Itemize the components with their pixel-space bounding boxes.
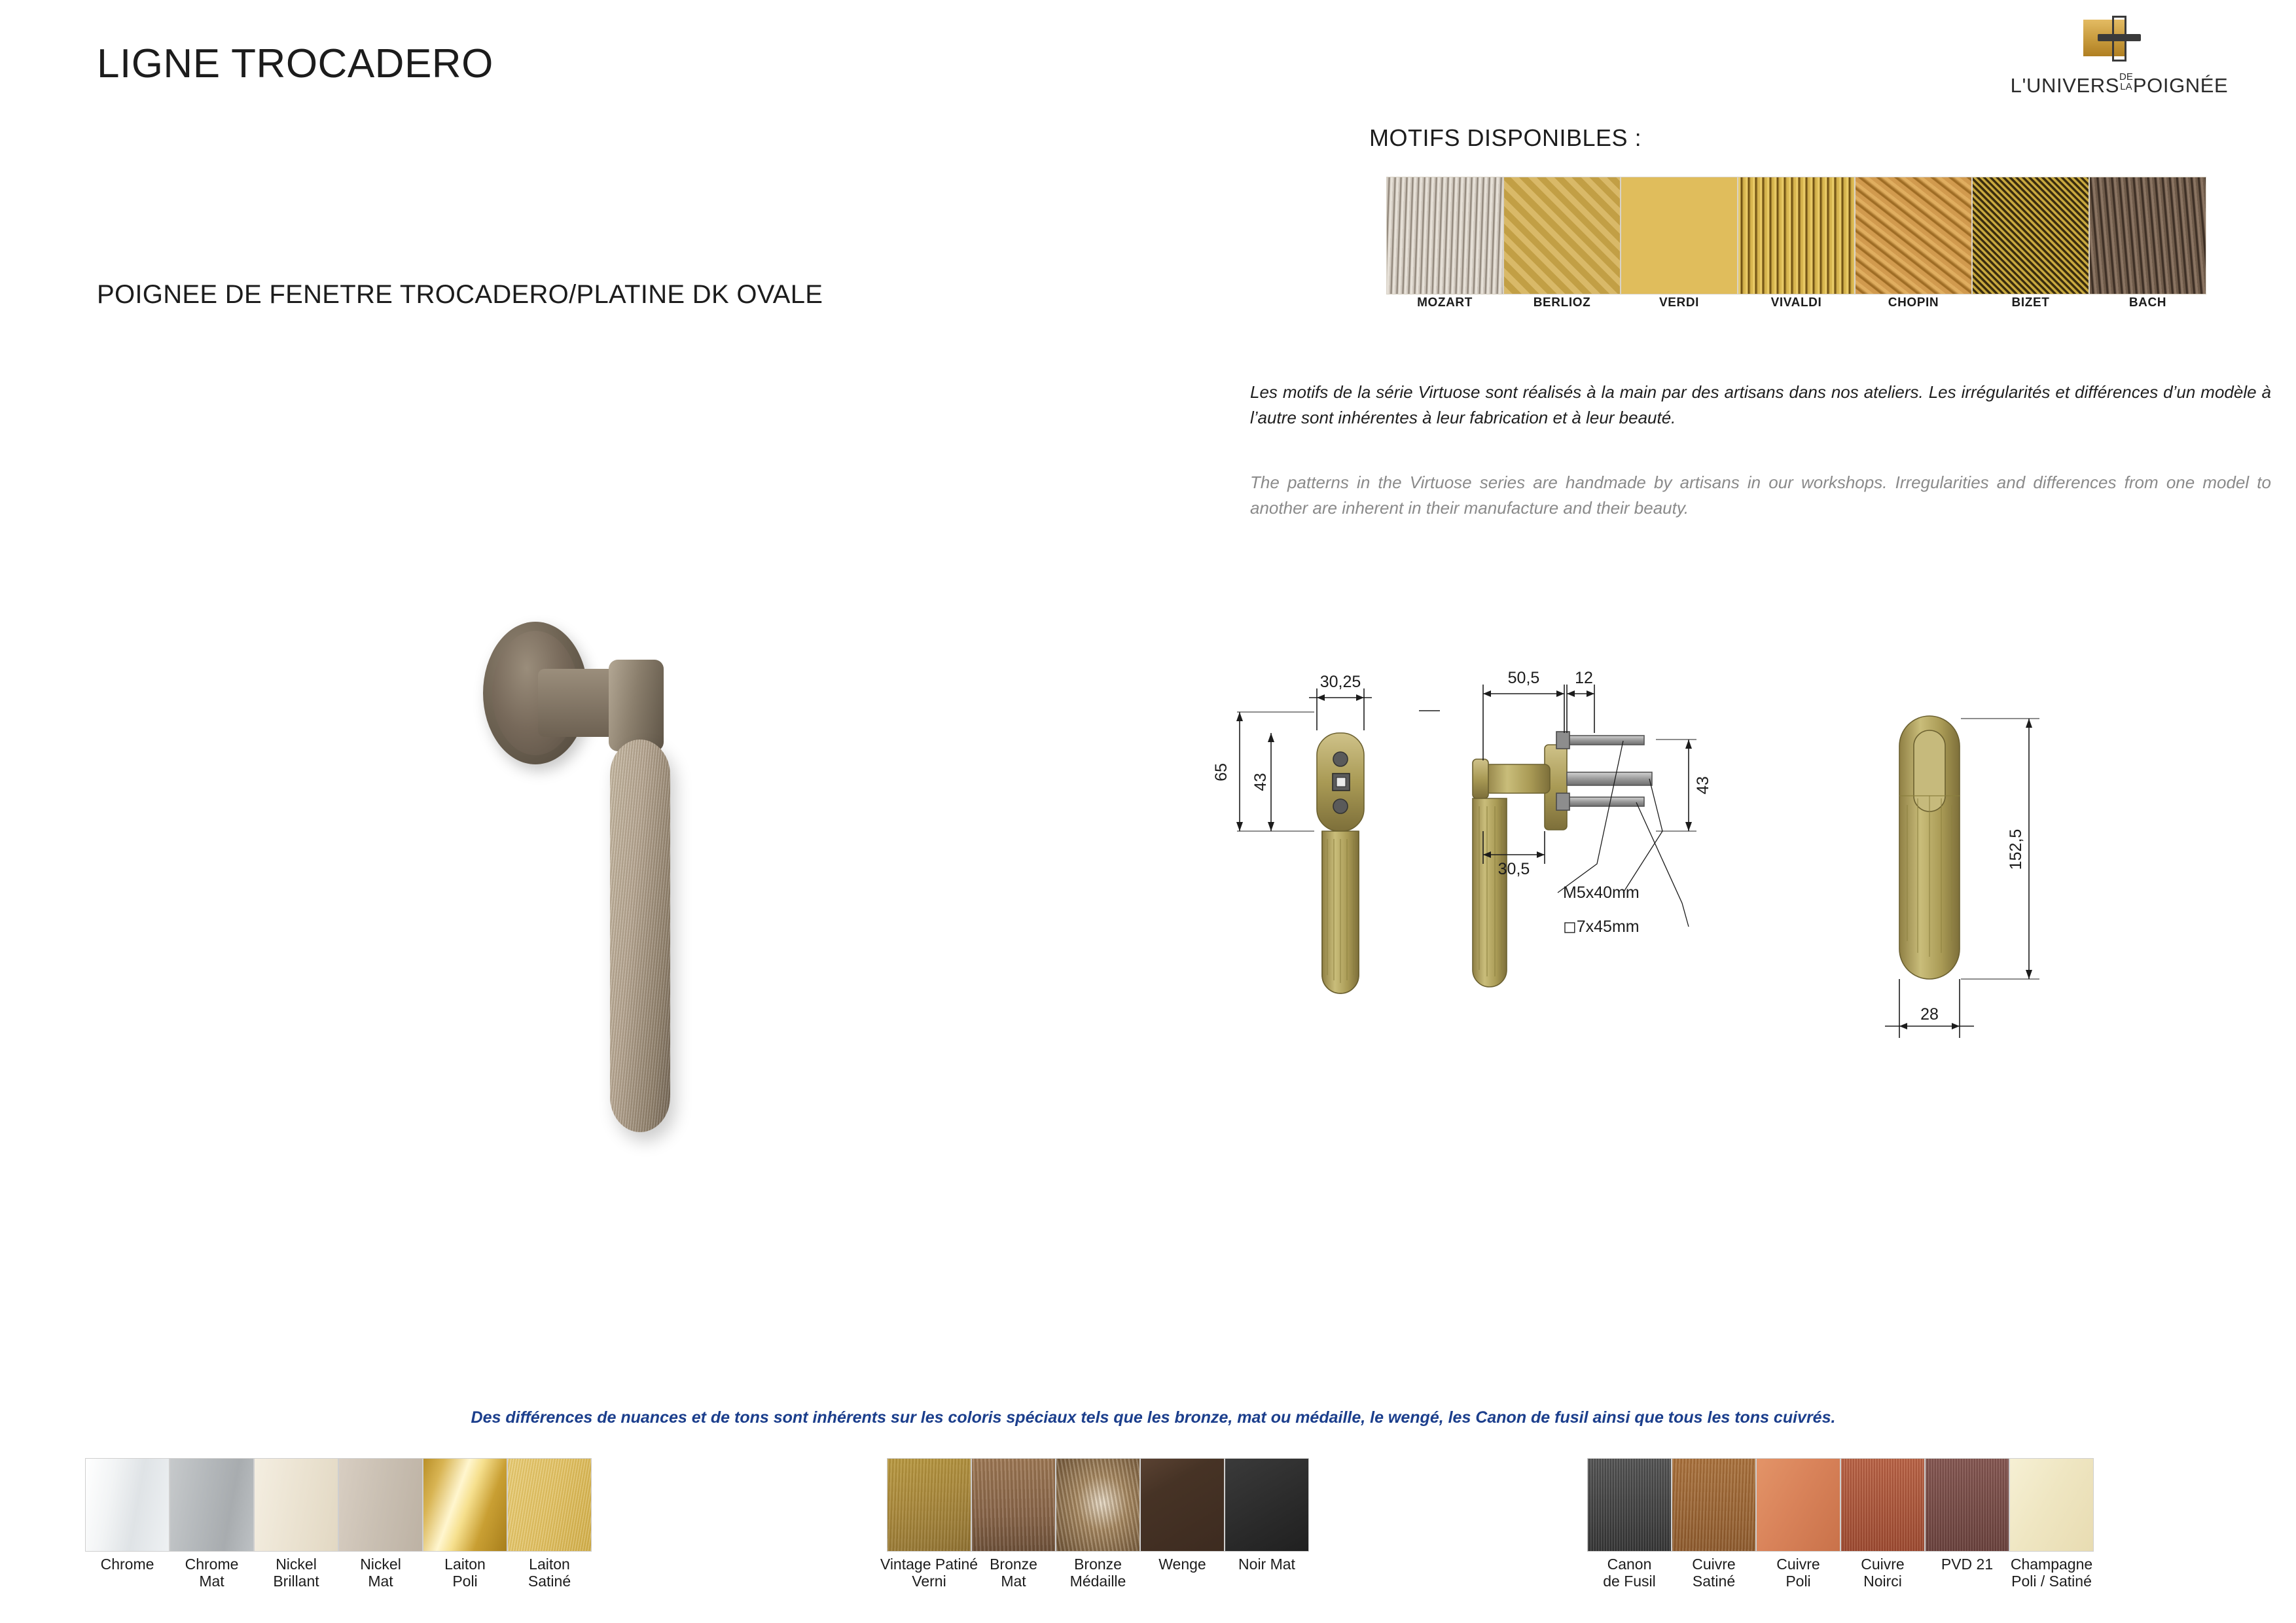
finish-swatch <box>887 1458 971 1552</box>
handle-lever <box>610 740 670 1132</box>
finish-label: PVD 21 <box>1941 1556 1994 1573</box>
motif-swatch <box>1855 177 1972 294</box>
dimension-dim-28: 28 <box>1920 1005 1939 1024</box>
finish-label: Cuivre Noirci <box>1861 1556 1905 1590</box>
finish-label: Nickel Brillant <box>273 1556 319 1590</box>
motif-mozart <box>1386 177 1503 311</box>
finish-bronze-médaille <box>1056 1458 1140 1590</box>
finish-wenge <box>1140 1458 1225 1573</box>
finish-cuivre-poli <box>1756 1458 1840 1590</box>
finish-swatch <box>1925 1458 2009 1552</box>
technical-drawings <box>1212 668 2251 1211</box>
finish-swatch <box>85 1458 170 1552</box>
motif-label: BACH <box>2128 296 2167 310</box>
handle-logo-icon <box>2083 16 2142 65</box>
finish-champagne-poli---satiné <box>2009 1458 2094 1590</box>
finish-cuivre-satiné <box>1672 1458 1756 1590</box>
motif-chopin <box>1855 177 1972 311</box>
motif-swatch <box>1386 177 1503 294</box>
motif-swatch <box>1621 177 1738 294</box>
brand-logo-text <box>1969 72 2270 98</box>
finish-vintage-patiné-verni <box>880 1458 978 1590</box>
finish-label: Laiton Satiné <box>528 1556 571 1590</box>
finish-label: Canon de Fusil <box>1603 1556 1656 1590</box>
virtuose-note-fr: Les motifs de la série Virtuose sont réalisés à la main par des artisans dans nos ateliers. Les irrégularités et différences d’un modèle à l’autre sont inhérentes à leur fabrication et à leur beauté. <box>1250 382 2271 427</box>
finishes-note: Des différences de nuances et de tons sont inhérents sur les coloris spéciaux tels que les bronze, mat ou médaille, le wengé, les Canon de fusil ainsi que tous les tons cuivrés. <box>471 1408 1836 1427</box>
handle-collar <box>609 660 664 751</box>
finish-group-standard <box>85 1458 592 1590</box>
motif-swatch <box>2089 177 2206 294</box>
motif-label: MOZART <box>1417 296 1473 310</box>
motifs-title: MOTIFS DISPONIBLES : <box>1369 124 1642 151</box>
finish-swatch <box>2009 1458 2094 1552</box>
finish-swatch <box>338 1458 423 1552</box>
motif-bizet <box>1972 177 2089 311</box>
dimension-screw-m5: M5x40mm <box>1563 883 1640 902</box>
finish-label: Wenge <box>1158 1556 1206 1573</box>
motif-swatch <box>1738 177 1855 294</box>
finish-label: Bronze Mat <box>990 1556 1037 1590</box>
finish-cuivre-noirci <box>1840 1458 1925 1590</box>
dimension-dim-12: 12 <box>1575 669 1593 687</box>
finish-chrome <box>85 1458 170 1573</box>
dimension-dim-50-5: 50,5 <box>1507 669 1540 687</box>
dimension-dim-43-front: 43 <box>1251 773 1270 791</box>
finish-swatch <box>1756 1458 1840 1552</box>
finish-swatch <box>170 1458 254 1552</box>
motif-label: BERLIOZ <box>1533 296 1591 310</box>
finish-label: Cuivre Poli <box>1776 1556 1820 1590</box>
finish-swatch <box>1056 1458 1140 1552</box>
finish-label: Chrome Mat <box>185 1556 239 1590</box>
logo-text-right: POIGNÉE <box>2132 74 2229 97</box>
brand-logo <box>1969 16 2270 107</box>
finish-swatch <box>1840 1458 1925 1552</box>
motif-label: VIVALDI <box>1770 296 1822 310</box>
finish-laiton-satiné <box>507 1458 592 1590</box>
finish-swatch <box>1225 1458 1309 1552</box>
finish-swatch <box>507 1458 592 1552</box>
finish-swatch <box>423 1458 507 1552</box>
motif-verdi <box>1621 177 1738 311</box>
logo-text-de: DE <box>2119 71 2133 82</box>
dimension-dim-65: 65 <box>1212 763 1230 781</box>
logo-text-la: LA <box>2120 81 2132 92</box>
finish-swatch <box>254 1458 338 1552</box>
dimension-dim-30-25: 30,25 <box>1319 673 1361 691</box>
motif-swatch <box>1972 177 2089 294</box>
finish-label: Nickel Mat <box>360 1556 401 1590</box>
finish-label: Champagne Poli / Satiné <box>2010 1556 2093 1590</box>
motif-berlioz <box>1503 177 1621 311</box>
motif-label: CHOPIN <box>1888 296 1939 310</box>
finish-swatch <box>1587 1458 1672 1552</box>
finish-swatch <box>1140 1458 1225 1552</box>
finish-label: Bronze Médaille <box>1069 1556 1126 1590</box>
finish-label: Vintage Patiné Verni <box>880 1556 978 1590</box>
finish-nickel-mat <box>338 1458 423 1590</box>
finish-label: Laiton Poli <box>444 1556 486 1590</box>
product-subtitle: POIGNEE DE FENETRE TROCADERO/PLATINE DK OVALE <box>97 280 823 309</box>
logo-text-left: L'UNIVERS <box>2010 74 2120 97</box>
finish-nickel-brillant <box>254 1458 338 1590</box>
finish-pvd-21 <box>1925 1458 2009 1573</box>
finish-swatch <box>971 1458 1056 1552</box>
product-photo <box>432 609 838 1302</box>
dimension-dim-43-side: 43 <box>1694 776 1712 794</box>
finish-noir-mat <box>1225 1458 1309 1573</box>
virtuose-note-en: The patterns in the Virtuose series are handmade by artisans in our workshops. Irregularities and differences from one model to another are inherent in their manufacture and their beauty. <box>1250 473 2271 518</box>
finish-label: Noir Mat <box>1238 1556 1295 1573</box>
motif-label: BIZET <box>2011 296 2050 310</box>
finish-label: Cuivre Satiné <box>1692 1556 1736 1590</box>
motif-label: VERDI <box>1659 296 1700 310</box>
motifs-row <box>1386 177 2206 311</box>
finish-laiton-poli <box>423 1458 507 1590</box>
finish-bronze-mat <box>971 1458 1056 1590</box>
dimension-dim-30-5: 30,5 <box>1498 860 1530 878</box>
finish-swatch <box>1672 1458 1756 1552</box>
finish-label: Chrome <box>100 1556 154 1573</box>
finish-group-bronze <box>880 1458 1309 1590</box>
motif-vivaldi <box>1738 177 1855 311</box>
page-title: LIGNE TROCADERO <box>97 41 493 86</box>
finish-canon-de-fusil <box>1587 1458 1672 1590</box>
finish-group-special <box>1587 1458 2094 1590</box>
finish-chrome-mat <box>170 1458 254 1590</box>
motif-swatch <box>1503 177 1621 294</box>
dimension-dim-152-5: 152,5 <box>2007 829 2025 870</box>
dimension-square-spindle: ◻7x45mm <box>1563 918 1640 936</box>
motif-bach <box>2089 177 2206 311</box>
